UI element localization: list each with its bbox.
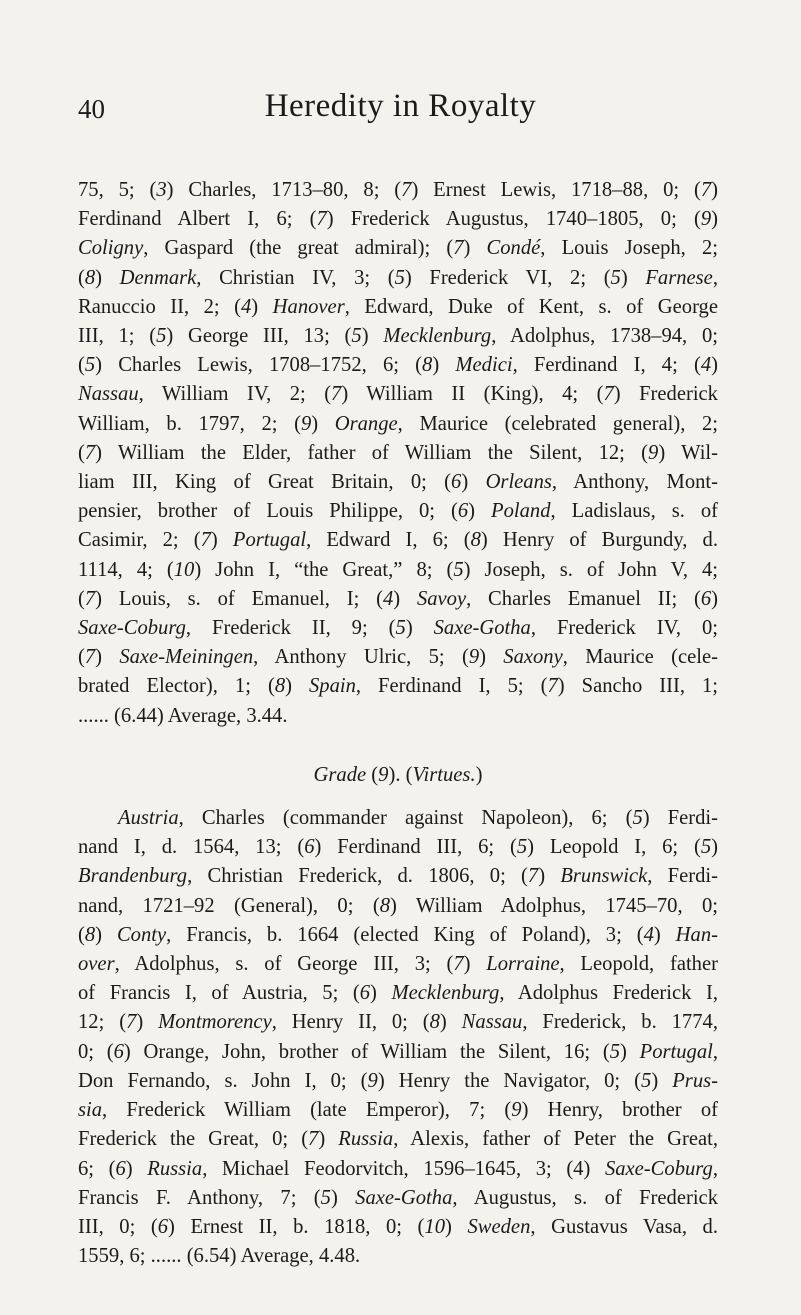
text-line: of Francis I, of Austria, 5; (6) Mecklenburg, Adolphus Frederick I, (78, 982, 718, 1005)
text-line: III, 0; (6) Ernest II, b. 1818, 0; (10) Sweden, Gustavus Vasa, d. (78, 1215, 718, 1238)
text-line: (7) Saxe-Meiningen, Anthony Ulric, 5; (9) Saxony, Maurice (cele- (78, 646, 718, 669)
paragraph-grade-8-continued (78, 176, 718, 731)
text-line: Brandenburg, Christian Frederick, d. 1806, 0; (7) Brunswick, Ferdi- (78, 865, 719, 888)
text-line: liam III, King of Great Britain, 0; (6) Orleans, Anthony, Mont- (78, 471, 718, 494)
text-line: Don Fernando, s. John I, 0; (9) Henry the Navigator, 0; (5) Prus- (78, 1069, 718, 1092)
text-line: Saxe-Coburg, Frederick II, 9; (5) Saxe-Gotha, Frederick IV, 0; (78, 617, 718, 640)
text-line: Ranuccio II, 2; (4) Hanover, Edward, Duke of Kent, s. of George (78, 295, 718, 318)
text-line: nand, 1721–92 (General), 0; (8) William Adolphus, 1745–70, 0; (78, 894, 718, 917)
text-line: ...... (6.44) Average, 3.44. (78, 704, 288, 727)
text-line: Coligny, Gaspard (the great admiral); (7) Condé, Louis Joseph, 2; (78, 237, 718, 260)
text-line: over, Adolphus, s. of George III, 3; (7) Lorraine, Leopold, father (78, 953, 718, 976)
body-text (78, 176, 718, 1271)
text-line: Casimir, 2; (7) Portugal, Edward I, 6; (8) Henry of Burgundy, d. (78, 529, 718, 552)
section-heading: Grade (9). (Virtues.) (313, 763, 483, 786)
text-line: 75, 5; (3) Charles, 1713–80, 8; (7) Ernest Lewis, 1718–88, 0; (7) (78, 179, 718, 201)
text-line: (5) Charles Lewis, 1708–1752, 6; (8) Medici, Ferdinand I, 4; (4) (78, 354, 718, 377)
text-line: Frederick the Great, 0; (7) Russia, Alexis, father of Peter the Great, (78, 1128, 718, 1151)
page-number: 40 (78, 94, 105, 124)
paragraph-grade-9-virtues (78, 804, 718, 1271)
text-line: Austria, Charles (commander against Napoleon), 6; (5) Ferdi- (118, 807, 718, 830)
text-line: nand I, d. 1564, 13; (6) Ferdinand III, 6; (5) Leopold I, 6; (5) (78, 836, 719, 859)
text-line: brated Elector), 1; (8) Spain, Ferdinand I, 5; (7) Sancho III, 1; (78, 675, 718, 698)
text-line: sia, Frederick William (late Emperor), 7; (9) Henry, brother of (78, 1099, 718, 1122)
text-line: 1559, 6; ...... (6.54) Average, 4.48. (78, 1245, 361, 1268)
text-line: (8) Denmark, Christian IV, 3; (5) Frederick VI, 2; (5) Farnese, (78, 266, 718, 289)
text-line: 12; (7) Montmorency, Henry II, 0; (8) Nassau, Frederick, b. 1774, (78, 1011, 718, 1034)
text-line: 1114, 4; (10) John I, “the Great,” 8; (5) Joseph, s. of John V, 4; (78, 558, 719, 581)
page-header (0, 88, 801, 138)
text-line: Francis F. Anthony, 7; (5) Saxe-Gotha, Augustus, s. of Frederick (78, 1186, 718, 1209)
text-line: 6; (6) Russia, Michael Feodorvitch, 1596–1645, 3; (4) Saxe-Coburg, (78, 1157, 718, 1180)
running-title: Heredity in Royalty (264, 88, 537, 124)
text-line: (8) Conty, Francis, b. 1664 (elected King of Poland), 3; (4) Han- (78, 923, 718, 946)
text-line: (7) Louis, s. of Emanuel, I; (4) Savoy, Charles Emanuel II; (6) (78, 587, 719, 610)
text-line: Ferdinand Albert I, 6; (7) Frederick Augustus, 1740–1805, 0; (9) (78, 208, 718, 231)
text-line: pensier, brother of Louis Philippe, 0; (6) Poland, Ladislaus, s. of (78, 500, 718, 523)
text-line: III, 1; (5) George III, 13; (5) Mecklenburg, Adolphus, 1738–94, 0; (78, 325, 718, 348)
text-line: Nassau, William IV, 2; (7) William II (King), 4; (7) Frederick (78, 383, 718, 406)
text-line: William, b. 1797, 2; (9) Orange, Maurice (celebrated general), 2; (78, 412, 718, 435)
text-line: (7) William the Elder, father of William the Silent, 12; (9) Wil- (78, 441, 718, 464)
text-line: 0; (6) Orange, John, brother of William the Silent, 16; (5) Portugal, (78, 1040, 718, 1063)
